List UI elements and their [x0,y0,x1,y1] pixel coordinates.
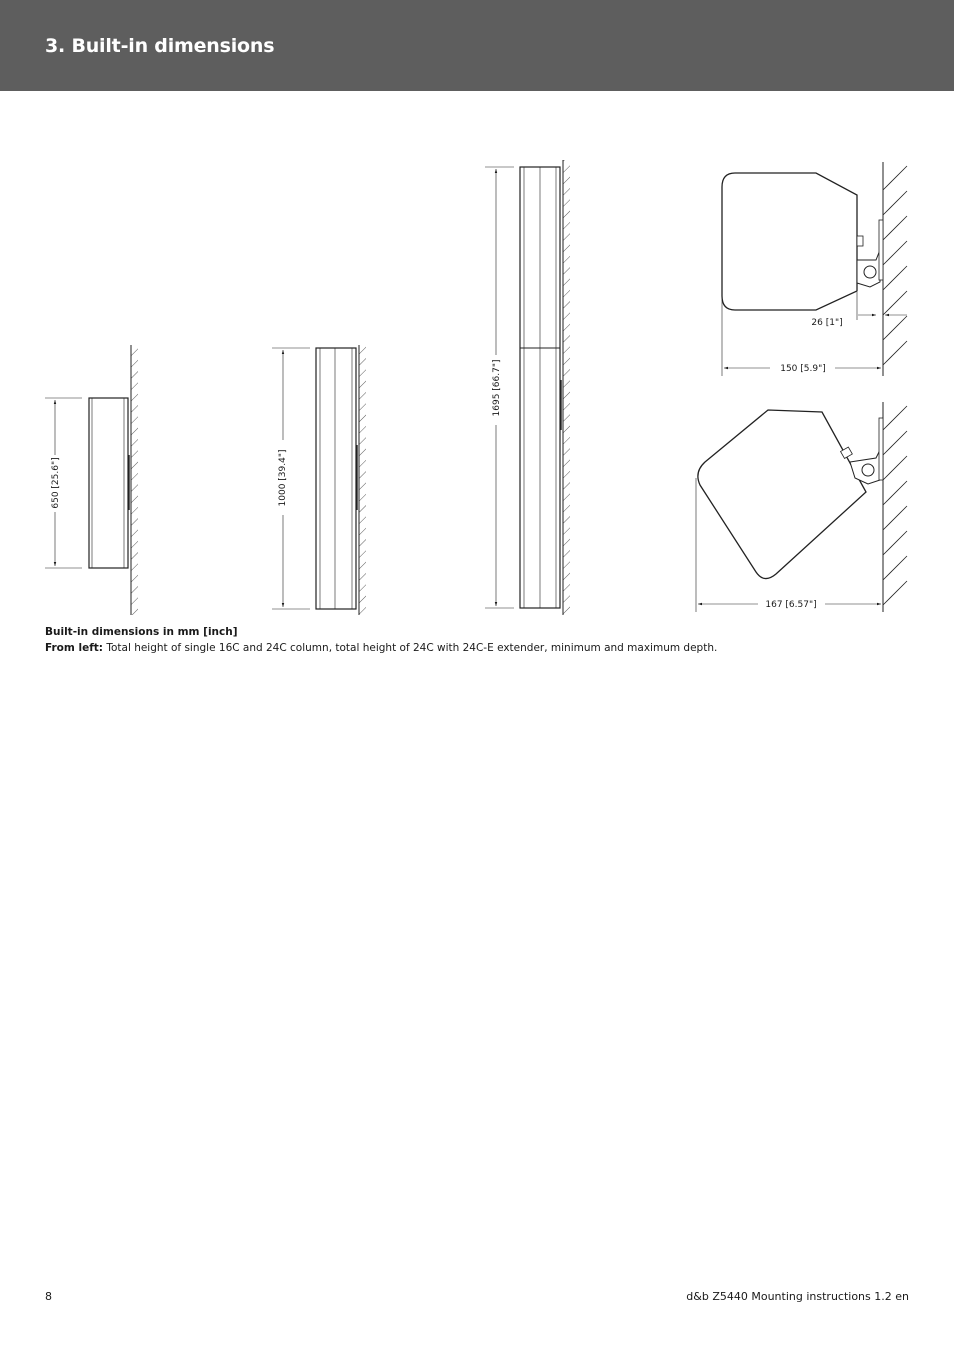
dimension-label-1000: 1000 [39.4"] [278,449,288,507]
figure-caption [45,624,905,656]
column-24c-extender-drawing [485,160,570,615]
page-header [0,0,954,91]
page-title: 3. Built-in dimensions [45,35,275,57]
max-depth-top-view [696,402,907,612]
column-body [316,348,356,609]
wall-hatch [883,166,907,365]
dimension-label-650: 650 [25.6"] [51,457,61,509]
dimension-label-150: 150 [5.9"] [780,364,826,374]
wall-hatch [883,406,907,605]
column-24c-drawing [272,345,366,615]
page-number: 8 [45,1290,52,1303]
column-body [89,398,128,568]
document-reference: d&b Z5440 Mounting instructions 1.2 en [686,1290,909,1303]
caption-text: Total height of single 16C and 24C column, total height of 24C with 24C-E extender, minimum and maximum depth. [103,642,718,654]
dimension-label-167: 167 [6.57"] [765,600,817,610]
min-depth-top-view [722,162,907,376]
dimension-label-1695: 1695 [66.7"] [492,359,502,417]
caption-lead: From left: [45,642,103,654]
wall-hatch [359,345,366,615]
wall-hatch [563,160,570,615]
built-in-dimensions-figure [0,150,954,620]
column-16c-drawing [45,345,138,615]
dimension-label-26: 26 [1"] [811,318,843,328]
wall-hatch [131,345,138,615]
speaker-housing [698,410,866,579]
caption-title: Built-in dimensions in mm [inch] [45,626,238,638]
speaker-housing [722,173,857,310]
caption-body [45,640,905,656]
